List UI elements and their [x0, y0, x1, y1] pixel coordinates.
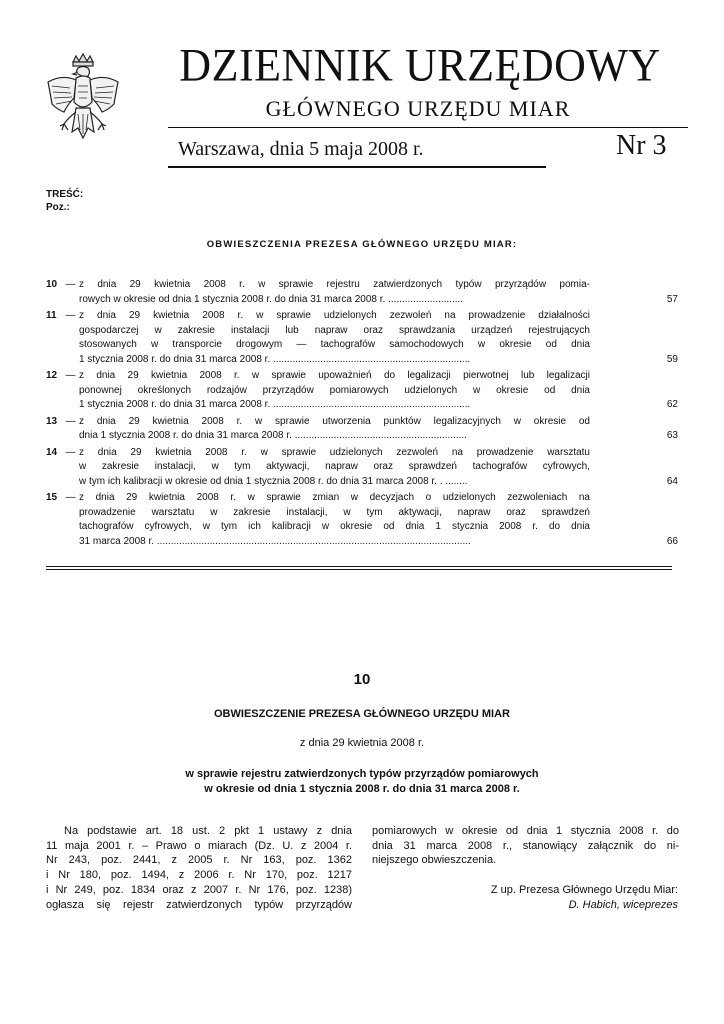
toc-entry-line: z dnia 29 kwietnia 2008 r. w sprawie upoważnień do legalizacji pierwotnej lub legalizacji	[79, 370, 590, 381]
announcement-subject	[0, 767, 724, 797]
toc-entry-line: gospodarczej w zakresie instalacji lub napraw oraz sprawdzania urządzeń rejestrujących	[79, 324, 590, 336]
subject-line: w okresie od dnia 1 stycznia 2008 r. do dnia 31 marca 2008 r.	[204, 783, 520, 795]
date-underline	[168, 166, 546, 168]
toc-entry-line: z dnia 29 kwietnia 2008 r. w sprawie utworzenia punktów legalizacyjnych w okresie od	[79, 415, 590, 427]
body-left-column	[46, 824, 352, 912]
contents-label-block	[46, 188, 83, 214]
toc-entry-line: 31 marca 2008 r. .................................................................................................................	[79, 535, 471, 547]
section-heading: OBWIESZCZENIA PREZESA GŁÓWNEGO URZĘDU MIAR:	[206, 239, 518, 250]
toc-entry-line: z dnia 29 kwietnia 2008 r. w sprawie rejestru zatwierdzonych typów przyrządów pomia-	[79, 279, 590, 290]
contents-end-rule	[46, 566, 672, 567]
issue-number: Nr 3	[616, 130, 667, 161]
toc-entry-line: tachografów cyfrowych, w tym ich kalibracji w okresie od dnia 1 stycznia 2008 r. do dnia	[79, 521, 590, 532]
toc-entry-number: 11	[46, 310, 57, 321]
toc-entry-text	[79, 415, 590, 444]
body-line: 11 maja 2001 r. – Prawo o miarach (Dz. U. z 2004 r.	[46, 839, 352, 852]
toc-entry-text	[79, 278, 590, 307]
toc-entry-line: dnia 1 stycznia 2008 r. do dnia 31 marca 2008 r. ..............................................................	[79, 430, 467, 441]
subject-line: w sprawie rejestru zatwierdzonych typów przyrządów pomiarowych	[185, 768, 539, 780]
polish-eagle-emblem	[42, 52, 124, 152]
toc-entry-line: rowych w okresie od dnia 1 stycznia 2008 r. do dnia 31 marca 2008 r. ...........................	[79, 293, 464, 305]
toc-entry-dash: —	[65, 310, 76, 321]
toc-entry-number: 13	[46, 415, 58, 427]
toc-entry-line: z dnia 29 kwietnia 2008 r. w sprawie udzielonych zezwoleń na prowadzenie działalności	[79, 310, 590, 321]
body-line: pomiarowych w okresie od dnia 1 stycznia 2008 r. do	[372, 825, 679, 837]
body-line: dnia 31 marca 2008 r., stanowiący załącznik do ni-	[372, 839, 679, 852]
toc-entry-number: 12	[46, 370, 58, 381]
toc-entry-page: 66	[666, 535, 678, 547]
toc-entry-line: z dnia 29 kwietnia 2008 r. w sprawie udzielonych zezwoleń na prowadzenie warsztatu	[79, 446, 590, 458]
body-line: niejszego obwieszczenia.	[372, 854, 497, 867]
table-of-contents	[46, 278, 678, 551]
toc-entry-text	[79, 491, 590, 549]
toc-entry-dash: —	[65, 370, 76, 381]
toc-entry-dash: —	[65, 279, 76, 290]
issue-date: Warszawa, dnia 5 maja 2008 r.	[178, 138, 424, 160]
toc-entry-page: 63	[666, 430, 678, 441]
toc-entry-page: 64	[666, 475, 678, 487]
toc-entry-number: 10	[46, 279, 58, 290]
toc-entry-line: ponownej określonych rodzajów przyrządów pomiarowych udzielonych w okresie od dnia	[79, 384, 590, 396]
toc-entry-text	[79, 309, 590, 367]
signature-name: D. Habich, wiceprezes	[568, 899, 678, 911]
toc-entry-page: 59	[666, 353, 678, 365]
signature-line: Z up. Prezesa Głównego Urzędu Miar:	[490, 884, 678, 896]
toc-entry	[46, 415, 678, 444]
masthead-rule	[168, 127, 688, 128]
toc-entry-line: prowadzenie warsztatu w zakresie instalacji, w tym aktywacji, napraw oraz sprawdzeń	[79, 506, 590, 518]
toc-entry-number: 15	[46, 492, 58, 503]
toc-entry	[46, 446, 678, 490]
body-line: ogłasza się rejestr zatwierdzonych typów przyrządów	[46, 898, 352, 911]
toc-entry-text	[79, 446, 590, 490]
toc-entry-number: 14	[46, 446, 58, 458]
publication-subtitle: GŁÓWNEGO URZĘDU MIAR	[265, 96, 571, 121]
toc-entry-dash: —	[65, 446, 76, 458]
toc-entry	[46, 278, 678, 307]
toc-entry-line: 1 stycznia 2008 r. do dnia 31 marca 2008 r. .......................................................................	[79, 353, 471, 365]
toc-entry-line: z dnia 29 kwietnia 2008 r. w sprawie zmian w decyzjach o udzielonych zezwoleniach na	[79, 492, 590, 503]
toc-entry-page: 62	[666, 399, 678, 410]
publication-title: DZIENNIK URZĘDOWY	[179, 39, 661, 92]
announcement-date: z dnia 29 kwietnia 2008 r.	[299, 737, 425, 749]
body-line: Na podstawie art. 18 ust. 2 pkt 1 ustawy z dnia	[64, 825, 352, 837]
contents-end-rule-second	[46, 569, 672, 570]
poz-label: Poz.:	[46, 202, 70, 213]
toc-entry	[46, 309, 678, 367]
toc-entry-text	[79, 369, 590, 413]
toc-entry-line: w tym ich kalibracji w okresie od dnia 1 stycznia 2008 r. do dnia 31 marca 2008 r. . ........	[79, 475, 468, 487]
announcement-number: 10	[353, 671, 371, 688]
toc-entry	[46, 491, 678, 549]
toc-entry-line: w zakresie instalacji, w tym aktywacji, napraw oraz sprawdzeń tachografów cyfrowych,	[79, 461, 590, 472]
contents-label: TREŚĆ:	[46, 189, 84, 200]
body-line: i Nr 249, poz. 1834 oraz z 2007 r. Nr 176, poz. 1238)	[46, 883, 352, 896]
toc-entry-line: stosowanych w transporcie drogowym — tachografów samochodowych w okresie od dnia	[79, 339, 590, 350]
toc-entry	[46, 369, 678, 413]
announcement-title: OBWIESZCZENIE PREZESA GŁÓWNEGO URZĘDU MIAR	[214, 708, 510, 720]
body-right-column	[372, 824, 679, 868]
toc-entry-dash: —	[65, 492, 76, 503]
toc-entry-page: 57	[666, 293, 678, 305]
body-line: Nr 243, poz. 2441, z 2005 r. Nr 163, poz. 1362	[46, 854, 352, 867]
toc-entry-line: 1 stycznia 2008 r. do dnia 31 marca 2008 r. .......................................................................	[79, 399, 471, 410]
body-line: i Nr 180, poz. 1494, z 2006 r. Nr 170, poz. 1217	[46, 869, 352, 882]
toc-entry-dash: —	[65, 415, 76, 427]
